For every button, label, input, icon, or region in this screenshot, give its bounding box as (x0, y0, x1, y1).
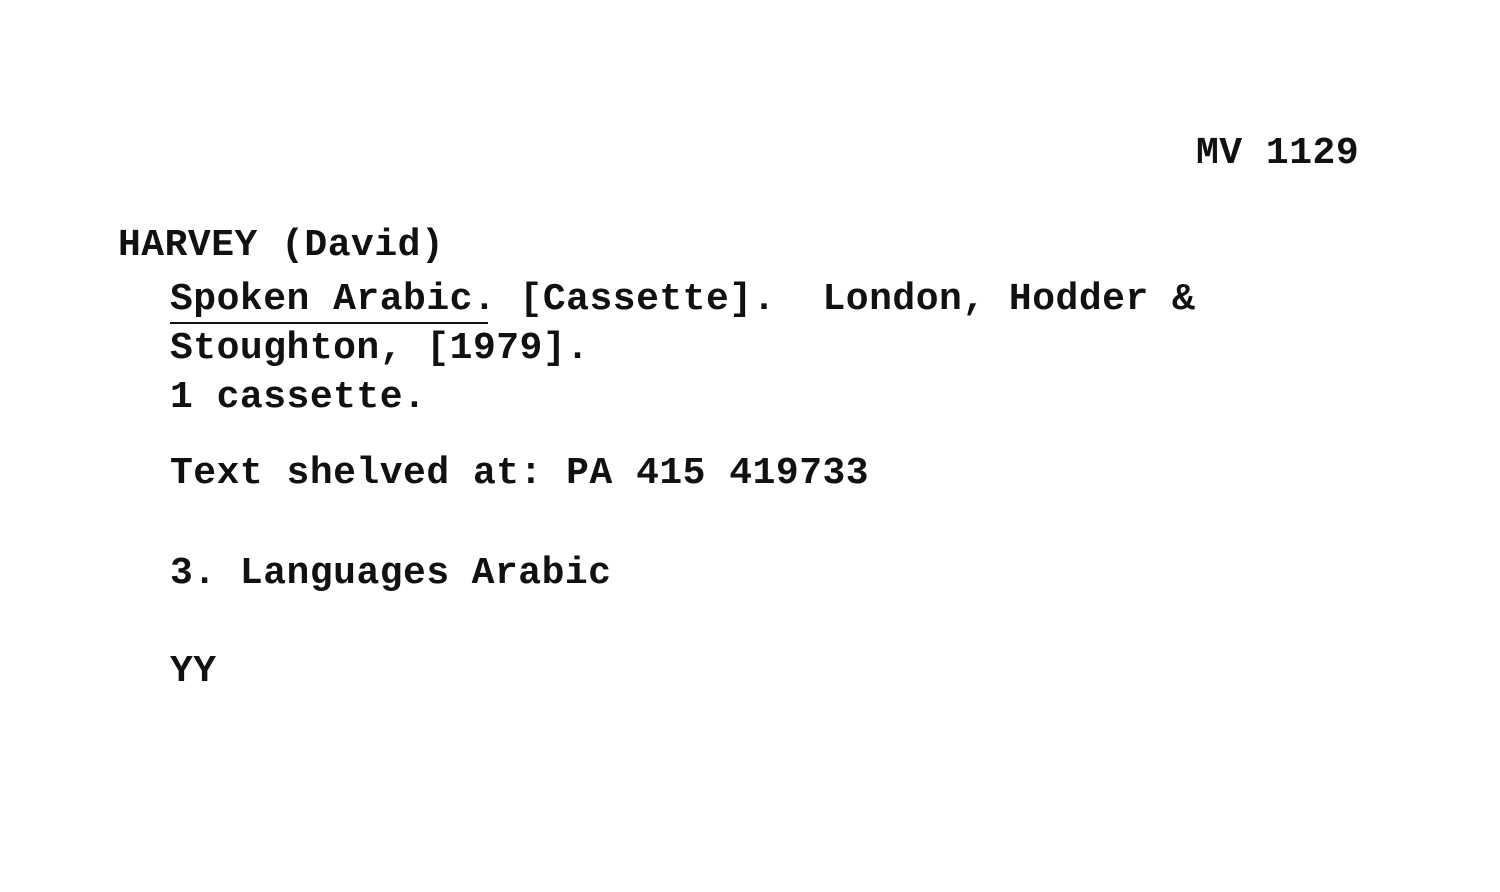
subject-term: Languages (239, 552, 450, 595)
title-underline (170, 322, 488, 324)
subject-value: Arabic (471, 552, 612, 595)
author-heading: HARVEY (David) (118, 224, 445, 267)
title-line-1: Spoken Arabic. [Cassette]. London, Hodder & (170, 278, 1196, 321)
subject-entry (170, 550, 611, 598)
subject-number: 3. (170, 552, 217, 595)
cataloguer-initials: YY (170, 650, 217, 693)
shelving-note: Text shelved at: PA 415 419733 (170, 452, 870, 495)
title-line-2: Stoughton, [1979]. (170, 327, 590, 370)
shelfmark: MV 1129 (1196, 132, 1360, 175)
physical-extent: 1 cassette. (170, 376, 427, 419)
